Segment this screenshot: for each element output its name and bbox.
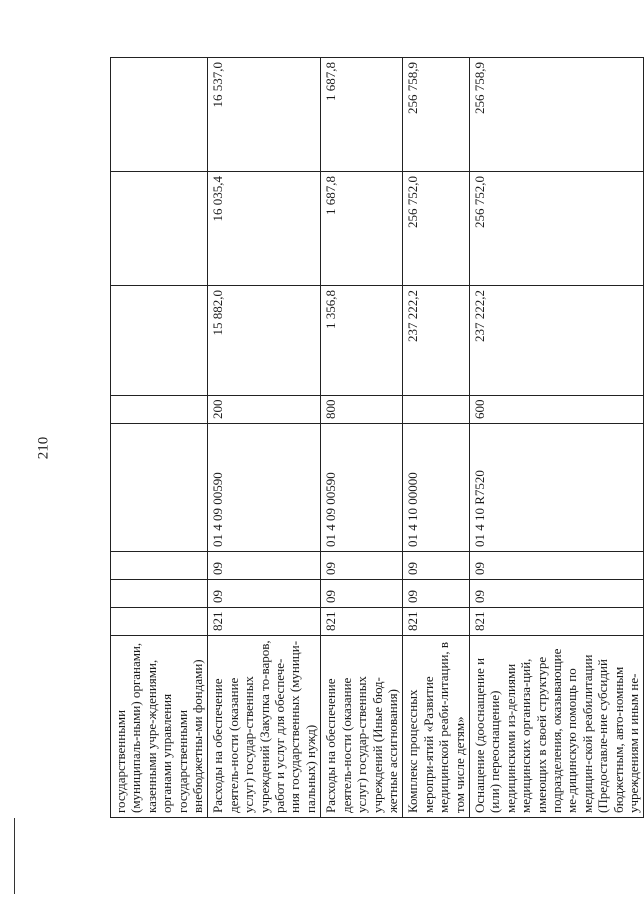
cell-year2: 256 752,0 xyxy=(469,172,643,286)
table-row xyxy=(321,58,403,818)
cell-pr xyxy=(111,552,208,580)
cell-rz xyxy=(111,580,208,608)
table-row xyxy=(208,58,321,818)
cell-year3 xyxy=(111,58,208,172)
cell-rz: 09 xyxy=(469,580,643,608)
cell-year3: 1 687,8 xyxy=(321,58,403,172)
page-number: 210 xyxy=(35,436,52,460)
cell-year1: 237 222,2 xyxy=(403,286,470,396)
cell-year3: 256 758,9 xyxy=(469,58,643,172)
cell-vr: 200 xyxy=(208,396,321,424)
cell-year3: 256 758,9 xyxy=(403,58,470,172)
cell-csr xyxy=(111,424,208,552)
cell-name: Оснащение (дооснащение и (или) переоснащение) медицинскими из-делиями медицинских организа-ций, имеющих в своей структуре подразделения, оказывающие ме-дицинскую помощь по медицин-ской реабилитации (Предоставле-ние субсидий бюджетным, авто-номным учреждениям и иным не- xyxy=(469,636,643,818)
cell-gr: 821 xyxy=(403,608,470,636)
cell-rz: 09 xyxy=(321,580,403,608)
footnote-rule xyxy=(14,818,15,894)
cell-year1: 237 222,2 xyxy=(469,286,643,396)
cell-year2 xyxy=(111,172,208,286)
cell-year2: 256 752,0 xyxy=(403,172,470,286)
cell-year2: 1 687,8 xyxy=(321,172,403,286)
cell-year2: 16 035,4 xyxy=(208,172,321,286)
cell-year1 xyxy=(111,286,208,396)
table-row xyxy=(469,58,643,818)
cell-pr: 09 xyxy=(469,552,643,580)
cell-csr: 01 4 10 R7520 xyxy=(469,424,643,552)
rotated-table-frame xyxy=(110,58,641,818)
cell-rz: 09 xyxy=(208,580,321,608)
cell-name: Комплекс процессных меропри-ятий «Развитие медицинской реаби-литации, в том числе детям» xyxy=(403,636,470,818)
cell-csr: 01 4 10 00000 xyxy=(403,424,470,552)
cell-year1: 15 882,0 xyxy=(208,286,321,396)
cell-gr: 821 xyxy=(469,608,643,636)
cell-year1: 1 356,8 xyxy=(321,286,403,396)
cell-csr: 01 4 09 00590 xyxy=(321,424,403,552)
cell-pr: 09 xyxy=(403,552,470,580)
cell-vr xyxy=(111,396,208,424)
table-row xyxy=(111,58,208,818)
cell-gr xyxy=(111,608,208,636)
cell-csr: 01 4 09 00590 xyxy=(208,424,321,552)
cell-vr xyxy=(403,396,470,424)
table-row xyxy=(403,58,470,818)
cell-name: государственными (муниципаль-ными) органами, казенными учре-ждениями, органами управления государственными внебюджетны-ми фондами) xyxy=(111,636,208,818)
budget-table xyxy=(110,57,644,818)
cell-year3: 16 537,0 xyxy=(208,58,321,172)
cell-gr: 821 xyxy=(208,608,321,636)
cell-pr: 09 xyxy=(208,552,321,580)
cell-name: Расходы на обеспечение деятель-ности (оказание услуг) государ-ственных учреждений (Иные бюд-жетные ассигнования) xyxy=(321,636,403,818)
cell-vr: 600 xyxy=(469,396,643,424)
cell-rz: 09 xyxy=(403,580,470,608)
cell-pr: 09 xyxy=(321,552,403,580)
cell-name: Расходы на обеспечение деятель-ности (оказание услуг) государ-ственных учреждений (Закупка то-варов, работ и услуг для обеспече-ния государственных (муници-пальных) нужд) xyxy=(208,636,321,818)
cell-gr: 821 xyxy=(321,608,403,636)
cell-vr: 800 xyxy=(321,396,403,424)
